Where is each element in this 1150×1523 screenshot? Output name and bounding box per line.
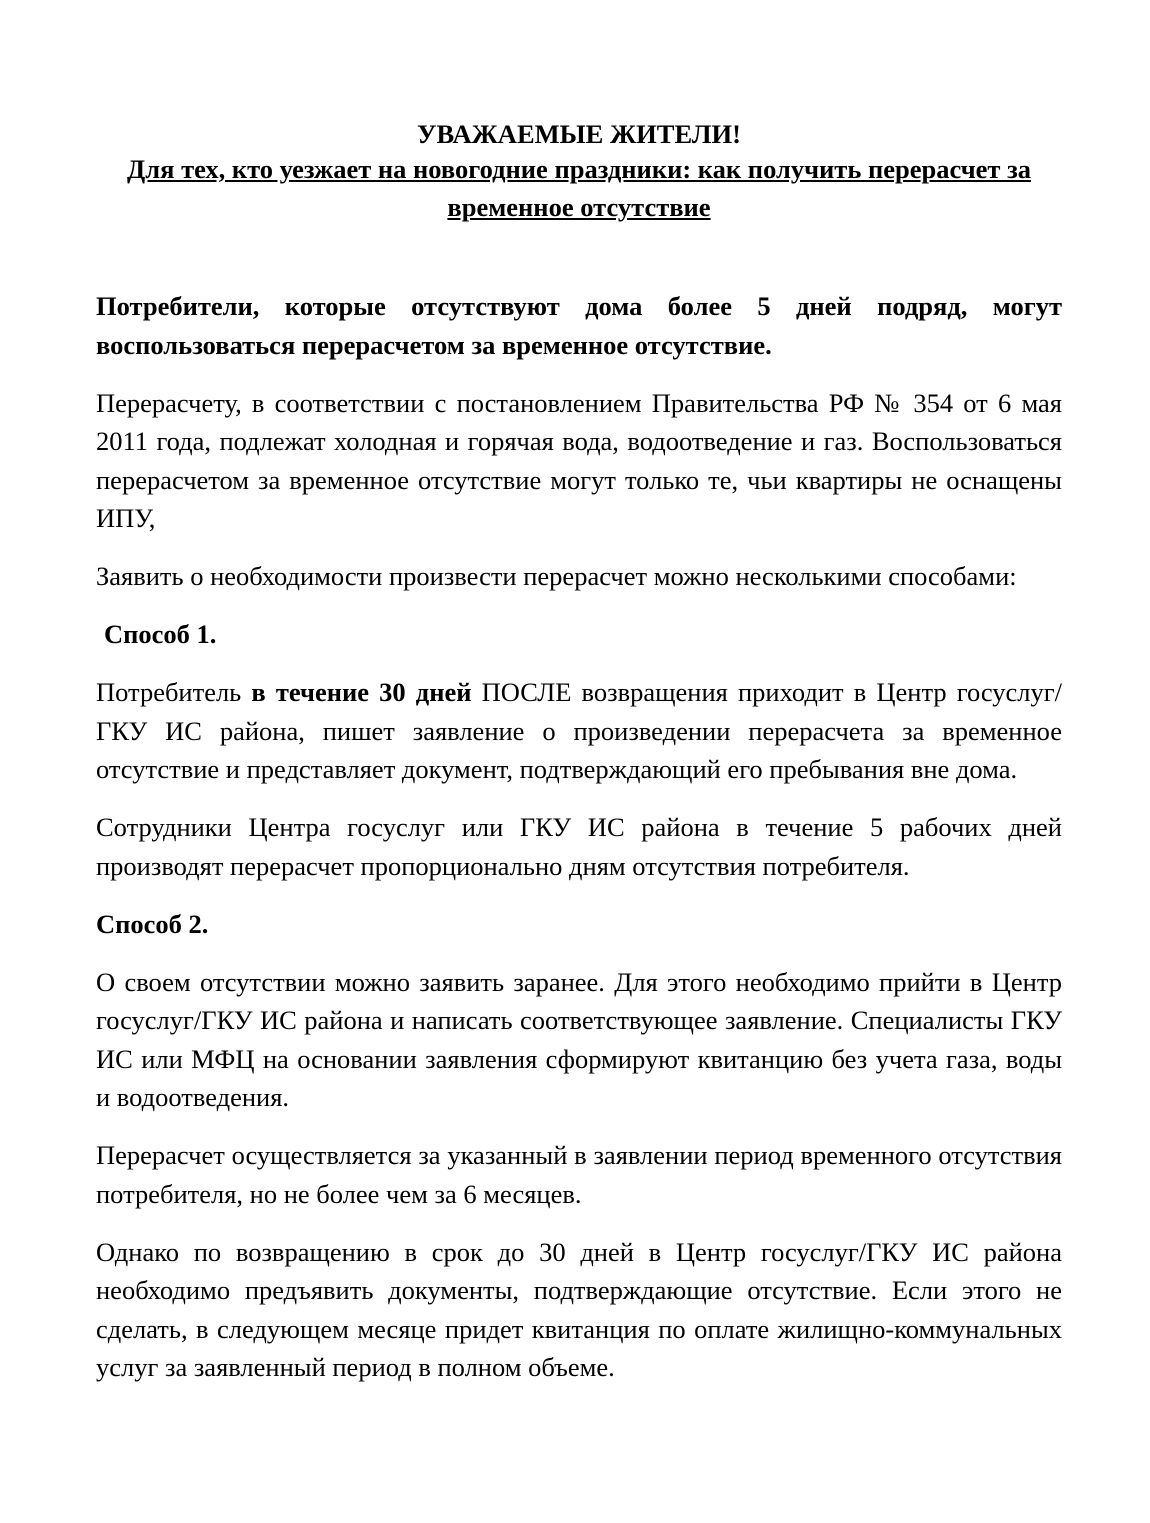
method-2-period-paragraph: Перерасчет осуществляется за указанный в заявлении период временного отсутствия потребителя, но не более чем за 6 месяцев. — [96, 1140, 1062, 1209]
document-page — [96, 118, 1062, 1387]
intro-paragraph: Потребители, которые отсутствуют дома более 5 дней подряд, могут воспользоваться перерасчетом за временное отсутствие. — [96, 291, 1062, 360]
page-title: УВАЖАЕМЫЕ ЖИТЕЛИ! — [417, 119, 741, 149]
recalculation-services-paragraph: Перерасчету, в соответствии с постановлением Правительства РФ № 354 от 6 мая 2011 года, подлежат холодная и горячая вода, водоотведение и газ. Воспользоваться перерасчетом за временное отсутствие могут только те, чьи квартиры не оснащены ИПУ, — [96, 387, 1062, 533]
method-2-paragraph: О своем отсутствии можно заявить заранее. Для этого необходимо прийти в Центр госуслуг/ГКУ ИС района и написать соответствующее заявление. Специалисты ГКУ ИС или МФЦ на основании заявления сформируют квитанцию без учета газа, воды и водоотведения. — [96, 966, 1062, 1112]
method-2-heading: Способ 2. — [96, 908, 209, 939]
method-1-text-after: ПОСЛЕ возвращения приходит в Центр госуслуг/ГКУ ИС района, пишет заявление о произведении перерасчета за временное отсутствие и представляет документ, подтверждающий его пребывания вне дома. — [96, 677, 1063, 784]
page-subtitle: Для тех, кто уезжает на новогодние праздники: как получить перерасчет за временное отсутствие — [127, 154, 1031, 222]
method-1-followup-paragraph: Сотрудники Центра госуслуг или ГКУ ИС района в течение 5 рабочих дней производят перерасчет пропорционально дням отсутствия потребителя. — [96, 812, 1062, 881]
method-1-text-before: Потребитель — [96, 677, 252, 707]
method-1-paragraph — [96, 673, 1062, 789]
method-1-heading: Способ 1. — [104, 619, 217, 649]
methods-intro-paragraph: Заявить о необходимости произвести перерасчет можно несколькими способами: — [96, 561, 1017, 591]
method-1-deadline: в течение 30 дней — [251, 677, 472, 707]
method-2-warning-paragraph: Однако по возвращению в срок до 30 дней в Центр госуслуг/ГКУ ИС района необходимо предъявить документы, подтверждающие отсутствие. Если этого не сделать, в следующем месяце придет квитанция по оплате жилищно-коммунальных услуг за заявленный период в полном объеме. — [96, 1236, 1062, 1382]
